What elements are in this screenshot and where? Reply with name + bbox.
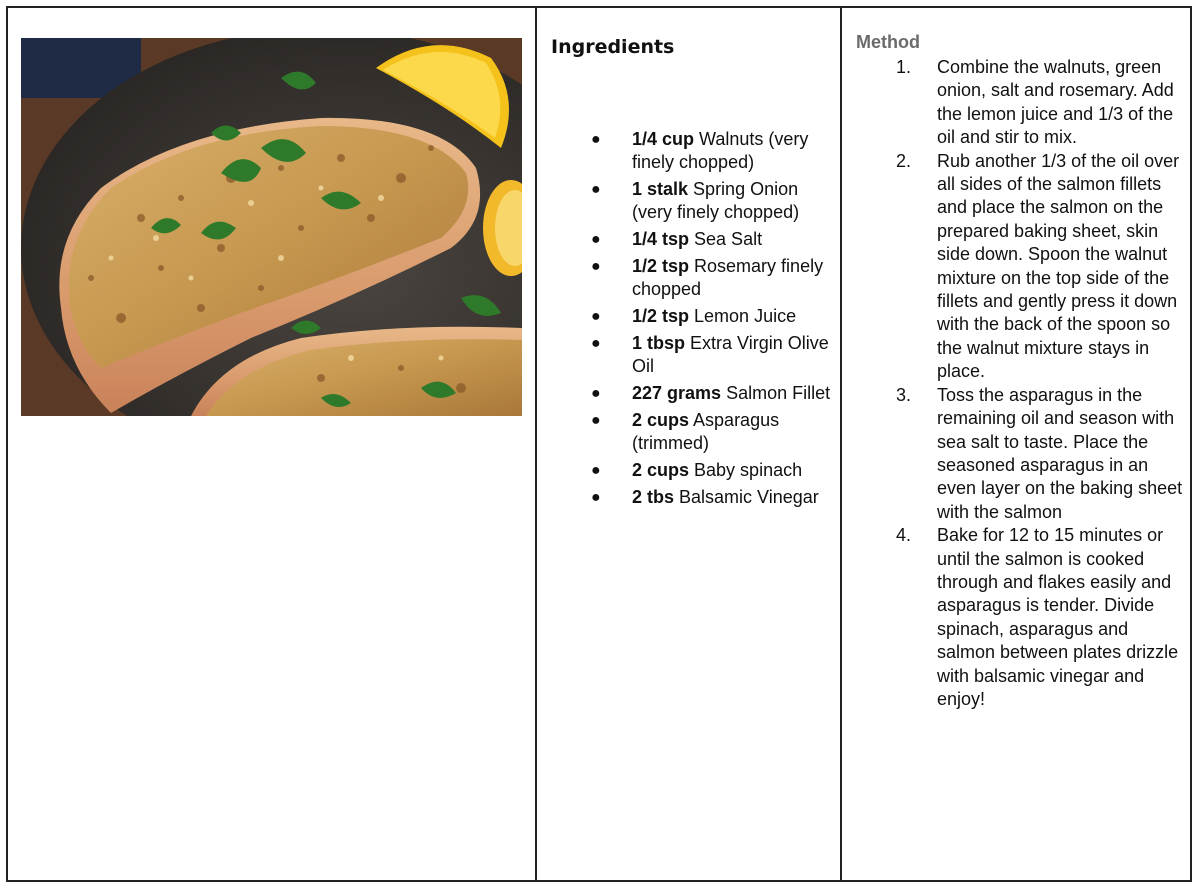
ingredient-item — [591, 128, 837, 174]
ingredient-text: Balsamic Vinegar — [674, 487, 819, 507]
method-step — [896, 384, 1190, 524]
ingredient-item — [591, 409, 837, 455]
ingredient-qty: 1/4 cup — [632, 129, 695, 149]
ingredient-qty: 2 cups — [632, 460, 690, 480]
bullet-icon: ● — [591, 385, 601, 402]
step-text: Toss the asparagus in the remaining oil and season with sea salt to taste. Place the seasoned asparagus in an even layer on the baking sheet with the salmon — [937, 384, 1183, 522]
bullet-icon: ● — [591, 258, 601, 275]
method-step — [896, 150, 1190, 384]
ingredient-item — [591, 228, 837, 251]
bullet-icon: ● — [591, 231, 601, 248]
bullet-icon: ● — [591, 308, 601, 325]
ingredient-qty: 1/2 tsp — [632, 256, 690, 276]
ingredient-item — [591, 459, 837, 482]
ingredient-item — [591, 486, 837, 509]
ingredient-text: Asparagus (trimmed) — [632, 410, 780, 453]
step-text: Combine the walnuts, green onion, salt and rosemary. Add the lemon juice and 1/3 of the oil and stir to mix. — [937, 57, 1174, 148]
bullet-icon: ● — [591, 462, 601, 479]
ingredient-text: Rosemary finely chopped — [632, 256, 824, 299]
ingredient-text: Extra Virgin Olive Oil — [632, 333, 829, 376]
salmon-photo — [21, 38, 522, 416]
recipe-table — [6, 6, 1192, 882]
bullet-icon: ● — [591, 412, 601, 429]
step-number: 4. — [896, 525, 912, 546]
ingredient-qty: 1 tbsp — [632, 333, 686, 353]
method-step — [896, 524, 1190, 711]
ingredient-text: Sea Salt — [689, 229, 763, 249]
ingredient-item — [591, 305, 837, 328]
bullet-icon: ● — [591, 131, 601, 148]
ingredient-text: Baby spinach — [689, 460, 803, 480]
method-list — [842, 56, 1190, 711]
ingredient-qty: 227 grams — [632, 383, 722, 403]
ingredient-qty: 2 tbs — [632, 487, 675, 507]
ingredient-item — [591, 255, 837, 301]
step-number: 1. — [896, 57, 912, 77]
ingredient-text: Walnuts (very finely chopped) — [632, 129, 809, 172]
ingredients-heading: Ingredients — [551, 36, 675, 58]
ingredient-item — [591, 382, 837, 405]
photo-cell — [8, 8, 537, 880]
salmon-photo-illustration — [21, 38, 522, 416]
method-cell — [842, 8, 1190, 880]
ingredient-text: Salmon Fillet — [721, 383, 831, 403]
bullet-icon: ● — [591, 489, 601, 506]
bullet-icon: ● — [591, 335, 601, 352]
method-step — [896, 56, 1190, 150]
step-text: Bake for 12 to 15 minutes or until the salmon is cooked through and flakes easily and asparagus is tender. Divide spinach, asparagus and salmon between plates drizzle with balsamic vinegar and enjoy! — [937, 525, 1179, 709]
bullet-icon: ● — [591, 181, 601, 198]
step-number: 3. — [896, 384, 912, 405]
step-number: 2. — [896, 150, 912, 171]
ingredients-list — [537, 128, 837, 513]
ingredient-qty: 1/4 tsp — [632, 229, 690, 249]
step-text: Rub another 1/3 of the oil over all sides of the salmon fillets and place the salmon on the prepared baking sheet, skin side down. Spoon the walnut mixture on the top side of the fillets and gently press it down with the back of the spoon so the walnut mixture stays in place. — [937, 150, 1180, 382]
ingredient-qty: 1/2 tsp — [632, 306, 690, 326]
ingredients-cell — [537, 8, 842, 880]
ingredient-qty: 2 cups — [632, 410, 690, 430]
ingredient-text: Spring Onion (very finely chopped) — [632, 179, 800, 222]
ingredient-item — [591, 178, 837, 224]
ingredient-text: Lemon Juice — [689, 306, 797, 326]
method-heading: Method — [856, 32, 920, 52]
ingredient-item — [591, 332, 837, 378]
ingredient-qty: 1 stalk — [632, 179, 689, 199]
